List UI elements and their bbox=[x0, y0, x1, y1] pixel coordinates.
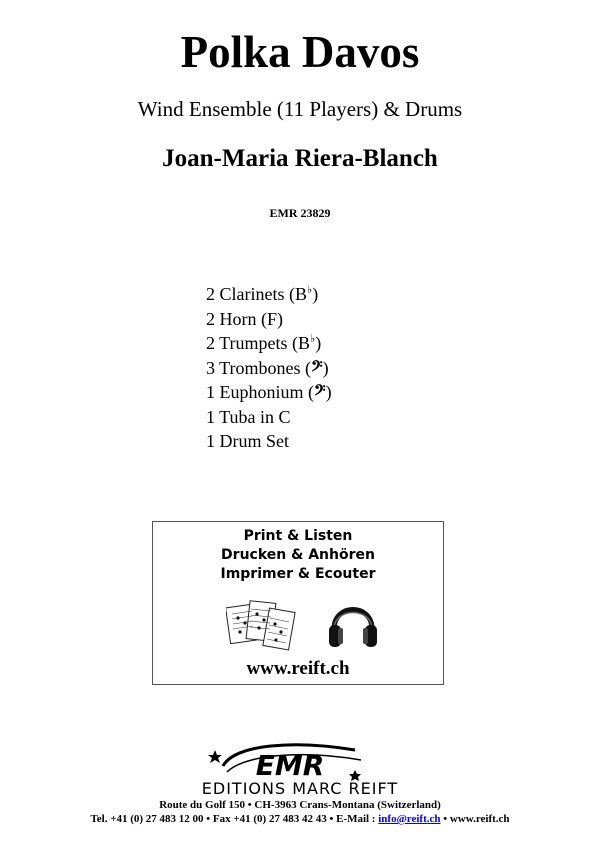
instrument-label-close: ) bbox=[325, 382, 332, 402]
publisher-address: Route du Golf 150 • CH-3963 Crans-Montana (Switzerland) bbox=[159, 799, 441, 811]
catalog-number: EMR 23829 bbox=[269, 206, 331, 220]
instrument-item bbox=[206, 405, 332, 430]
instrument-label-close: ) bbox=[322, 357, 329, 378]
publisher-contact bbox=[0, 812, 600, 826]
instrument-list bbox=[206, 282, 332, 454]
bass-clef-icon: 𝄢 bbox=[311, 357, 323, 378]
instrument-label: 1 Drum Set bbox=[206, 431, 289, 451]
instrument-label: 2 Clarinets (B bbox=[206, 284, 307, 304]
instrument-item bbox=[206, 307, 332, 332]
instrument-label-close: ) bbox=[312, 284, 319, 304]
emr-logo bbox=[205, 738, 375, 784]
page-title: Polka Davos bbox=[180, 27, 420, 77]
print-listen-box[interactable] bbox=[152, 521, 444, 685]
bass-clef-icon: 𝄢 bbox=[314, 382, 326, 402]
contact-phone-fax: Tel. +41 (0) 27 483 12 00 • Fax +41 (0) 27 483 42 43 • E-Mail : bbox=[90, 813, 379, 825]
instrument-item bbox=[206, 380, 332, 405]
contact-website[interactable]: • www.reift.ch bbox=[440, 813, 510, 825]
emr-logo-text: EMR bbox=[255, 749, 325, 782]
instrument-item bbox=[206, 356, 332, 381]
composer-name: Joan-Maria Riera-Blanch bbox=[162, 145, 438, 172]
instrument-label: 1 Tuba in C bbox=[206, 406, 291, 427]
instrument-label: 2 Horn (F) bbox=[206, 308, 283, 329]
ensemble-subtitle: Wind Ensemble (11 Players) & Drums bbox=[137, 97, 463, 121]
promo-website[interactable]: www.reift.ch bbox=[246, 658, 350, 679]
instrument-label: 1 Euphonium ( bbox=[206, 382, 314, 402]
instrument-label-close: ) bbox=[315, 333, 322, 353]
instrument-label: 3 Trombones ( bbox=[206, 357, 312, 378]
email-link[interactable]: info@reift.ch bbox=[378, 813, 441, 825]
instrument-label: 2 Trumpets (B bbox=[206, 333, 311, 353]
instrument-item bbox=[206, 331, 332, 356]
instrument-item bbox=[206, 429, 332, 454]
promo-line-english: Print & Listen bbox=[243, 528, 353, 544]
promo-line-french: Imprimer & Ecouter bbox=[220, 566, 376, 582]
flat-accidental-icon: ♭ bbox=[310, 333, 316, 345]
publisher-name: EDITIONS MARC REIFT bbox=[201, 779, 399, 798]
sheet-music-icon bbox=[226, 598, 298, 654]
instrument-item bbox=[206, 282, 332, 307]
promo-line-german: Drucken & Anhören bbox=[221, 547, 375, 563]
flat-accidental-icon: ♭ bbox=[307, 284, 313, 296]
headphones-icon bbox=[326, 595, 380, 651]
